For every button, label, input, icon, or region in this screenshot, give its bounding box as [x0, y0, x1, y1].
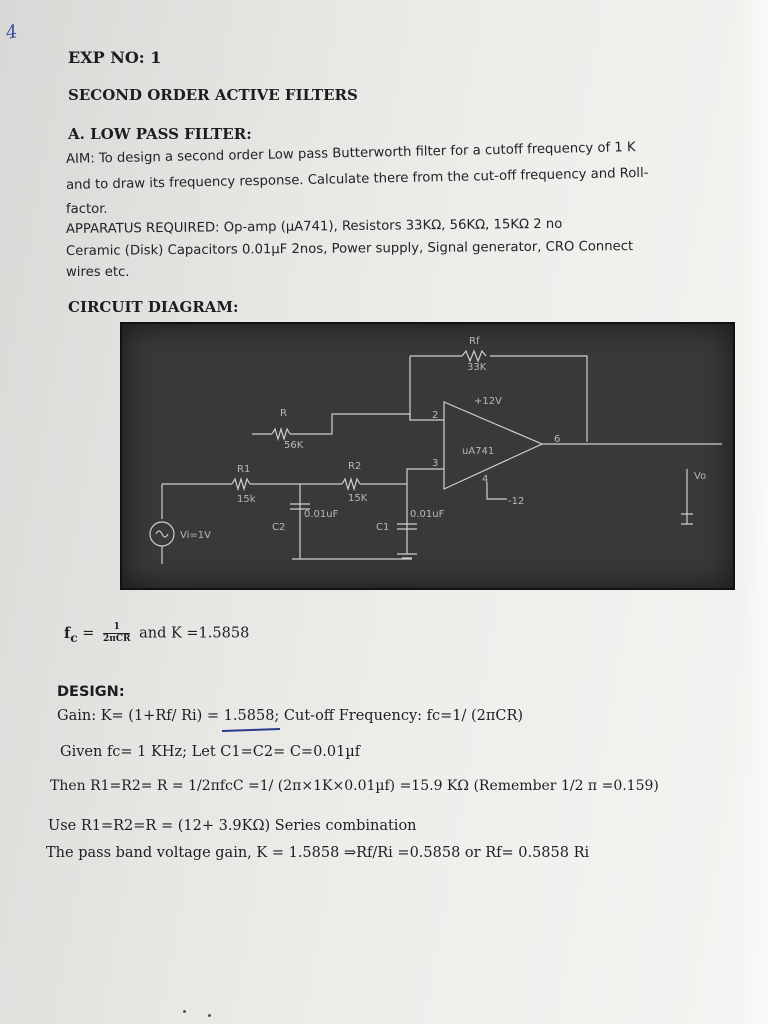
rf-label: Rf	[469, 336, 480, 347]
fc-equals: =	[82, 625, 95, 642]
fc-fraction	[103, 622, 131, 645]
r2-value: 15K	[348, 493, 368, 504]
section-heading: A. LOW PASS FILTER:	[68, 125, 252, 143]
opamp-label: uA741	[462, 446, 495, 457]
pin2-label: 2	[432, 410, 439, 421]
r-label: R	[280, 408, 287, 419]
corner-mark: 4	[4, 21, 20, 44]
aim-line-2: and to draw its frequency response. Calculate there from the cut-off frequency and Roll-	[65, 165, 649, 193]
design-line-2: Given fc= 1 KHz; Let C1=C2= C=0.01µf	[60, 744, 361, 760]
circuit-schematic	[122, 324, 733, 588]
paper-speck	[183, 1010, 186, 1013]
r1-label: R1	[237, 464, 251, 475]
apparatus-line-3: wires etc.	[66, 265, 130, 280]
experiment-number: EXP NO: 1	[68, 48, 162, 67]
cutoff-formula	[64, 622, 249, 645]
page-fold-shadow	[738, 0, 768, 1024]
vo-label: Vo	[694, 471, 707, 482]
document-title: SECOND ORDER ACTIVE FILTERS	[68, 86, 358, 104]
paper-speck	[208, 1014, 211, 1017]
apparatus-line-1: APPARATUS REQUIRED: Op-amp (µA741), Resistors 33KΩ, 56KΩ, 15KΩ 2 no	[65, 216, 563, 237]
aim-line-1: AIM: To design a second order Low pass Butterworth filter for a cutoff frequency of 1 K	[65, 140, 636, 167]
design-line-1: Gain: K= (1+Rf/ Ri) = 1.5858; Cut-off Frequency: fc=1/ (2πCR)	[57, 708, 524, 724]
aim-line-3: factor.	[66, 202, 108, 217]
gain-value: and K =1.5858	[139, 625, 250, 642]
apparatus-line-2: Ceramic (Disk) Capacitors 0.01µF 2nos, Power supply, Signal generator, CRO Connect	[65, 239, 634, 259]
rf-value: 33K	[467, 362, 487, 373]
c1-label: C1	[376, 522, 390, 533]
r-value: 56K	[284, 440, 304, 451]
r2-label: R2	[348, 461, 362, 472]
design-line-5: The pass band voltage gain, K = 1.5858 ⇒Rf/Ri =0.5858 or Rf= 0.5858 Ri	[46, 845, 590, 861]
fc-subscript: c	[70, 630, 78, 645]
design-line-3: Then R1=R2= R = 1/2πfcC =1/ (2π×1K×0.01µf) =15.9 KΩ (Remember 1/2 π =0.159)	[50, 778, 659, 794]
vcc-label: +12V	[474, 396, 502, 407]
fc-numerator: 1	[103, 622, 131, 634]
design-line-4: Use R1=R2=R = (12+ 3.9KΩ) Series combination	[48, 818, 417, 834]
pin6-label: 6	[554, 434, 561, 445]
fc-symbol: f	[64, 624, 71, 642]
r1-value: 15k	[237, 494, 256, 505]
design-heading: DESIGN:	[57, 684, 125, 700]
c2-label: C2	[272, 522, 286, 533]
fc-denominator: 2πCR	[102, 634, 131, 644]
pen-underline	[222, 728, 280, 732]
pin4-label: 4	[482, 474, 489, 485]
circuit-heading: CIRCUIT DIAGRAM:	[68, 298, 239, 316]
c1-value: 0.01uF	[410, 509, 445, 520]
pin3-label: 3	[432, 458, 439, 469]
vee-label: -12	[508, 496, 525, 507]
vi-label: Vi=1V	[180, 530, 211, 541]
circuit-diagram	[120, 322, 735, 590]
c2-value: 0.01uF	[304, 509, 339, 520]
